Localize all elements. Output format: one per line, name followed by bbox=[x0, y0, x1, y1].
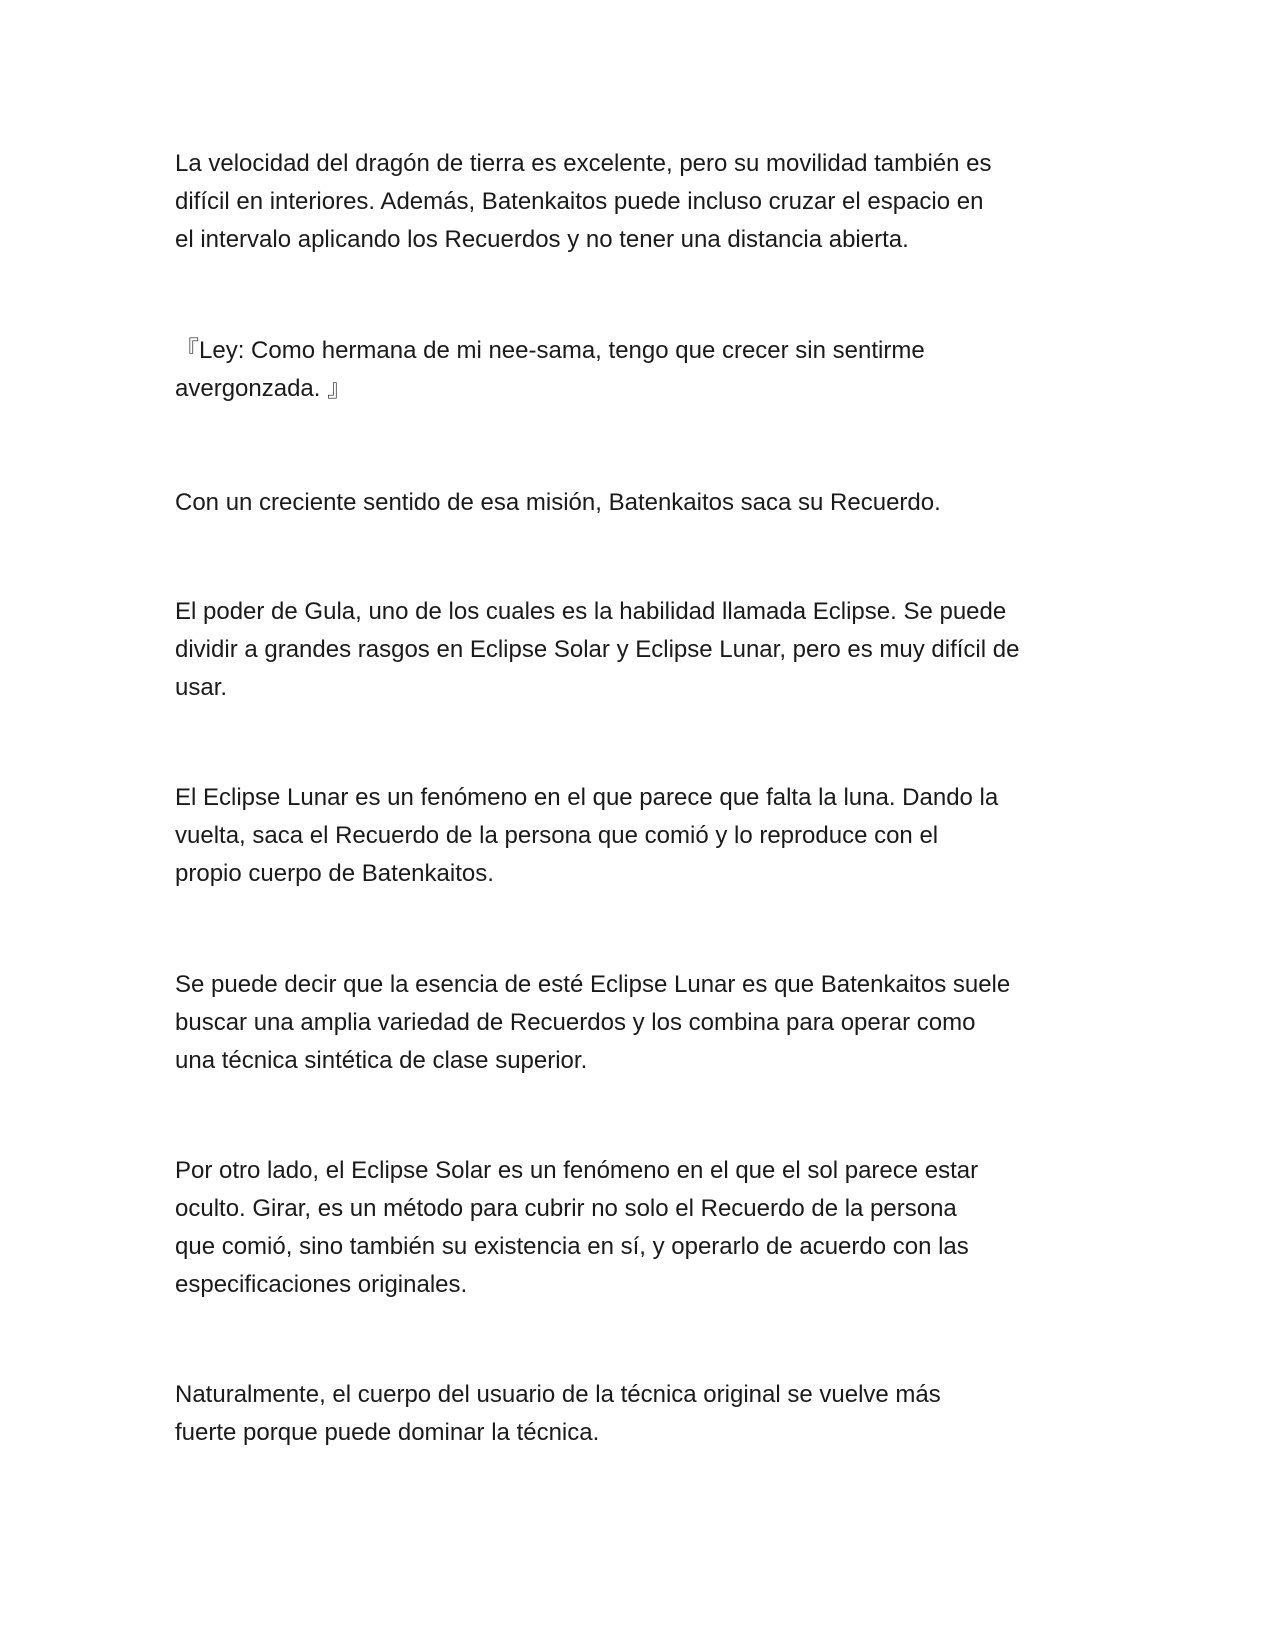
paragraph: Naturalmente, el cuerpo del usuario de la técnica original se vuelve más fuerte porque puede dominar la técnica. bbox=[175, 1381, 941, 1446]
paragraph: El poder de Gula, uno de los cuales es la habilidad llamada Eclipse. Se puede dividir a grandes rasgos en Eclipse Solar y Eclipse Lunar, pero es muy difícil de usar. bbox=[175, 598, 1020, 701]
paragraph: La velocidad del dragón de tierra es excelente, pero su movilidad también es difícil en interiores. Además, Batenkaitos puede incluso cruzar el espacio en el intervalo aplicando los Recuerdos y no tener una distancia abierta. bbox=[175, 150, 992, 253]
paragraph: 『Ley: Como hermana de mi nee-sama, tengo que crecer sin sentirme avergonzada. 』 bbox=[175, 337, 925, 402]
paragraph: Se puede decir que la esencia de esté Eclipse Lunar es que Batenkaitos suele buscar una amplia variedad de Recuerdos y los combina para operar como una técnica sintética de clase superior. bbox=[175, 971, 1011, 1074]
paragraph: El Eclipse Lunar es un fenómeno en el que parece que falta la luna. Dando la vuelta, saca el Recuerdo de la persona que comió y lo reproduce con el propio cuerpo de Batenkaitos. bbox=[175, 784, 999, 887]
paragraph: Por otro lado, el Eclipse Solar es un fenómeno en el que el sol parece estar oculto. Girar, es un método para cubrir no solo el Recuerdo de la persona que comió, sino también su existencia en sí, y operarlo de acuerdo con las especificaciones originales. bbox=[175, 1157, 979, 1298]
paragraph: Con un creciente sentido de esa misión, Batenkaitos saca su Recuerdo. bbox=[175, 489, 941, 516]
